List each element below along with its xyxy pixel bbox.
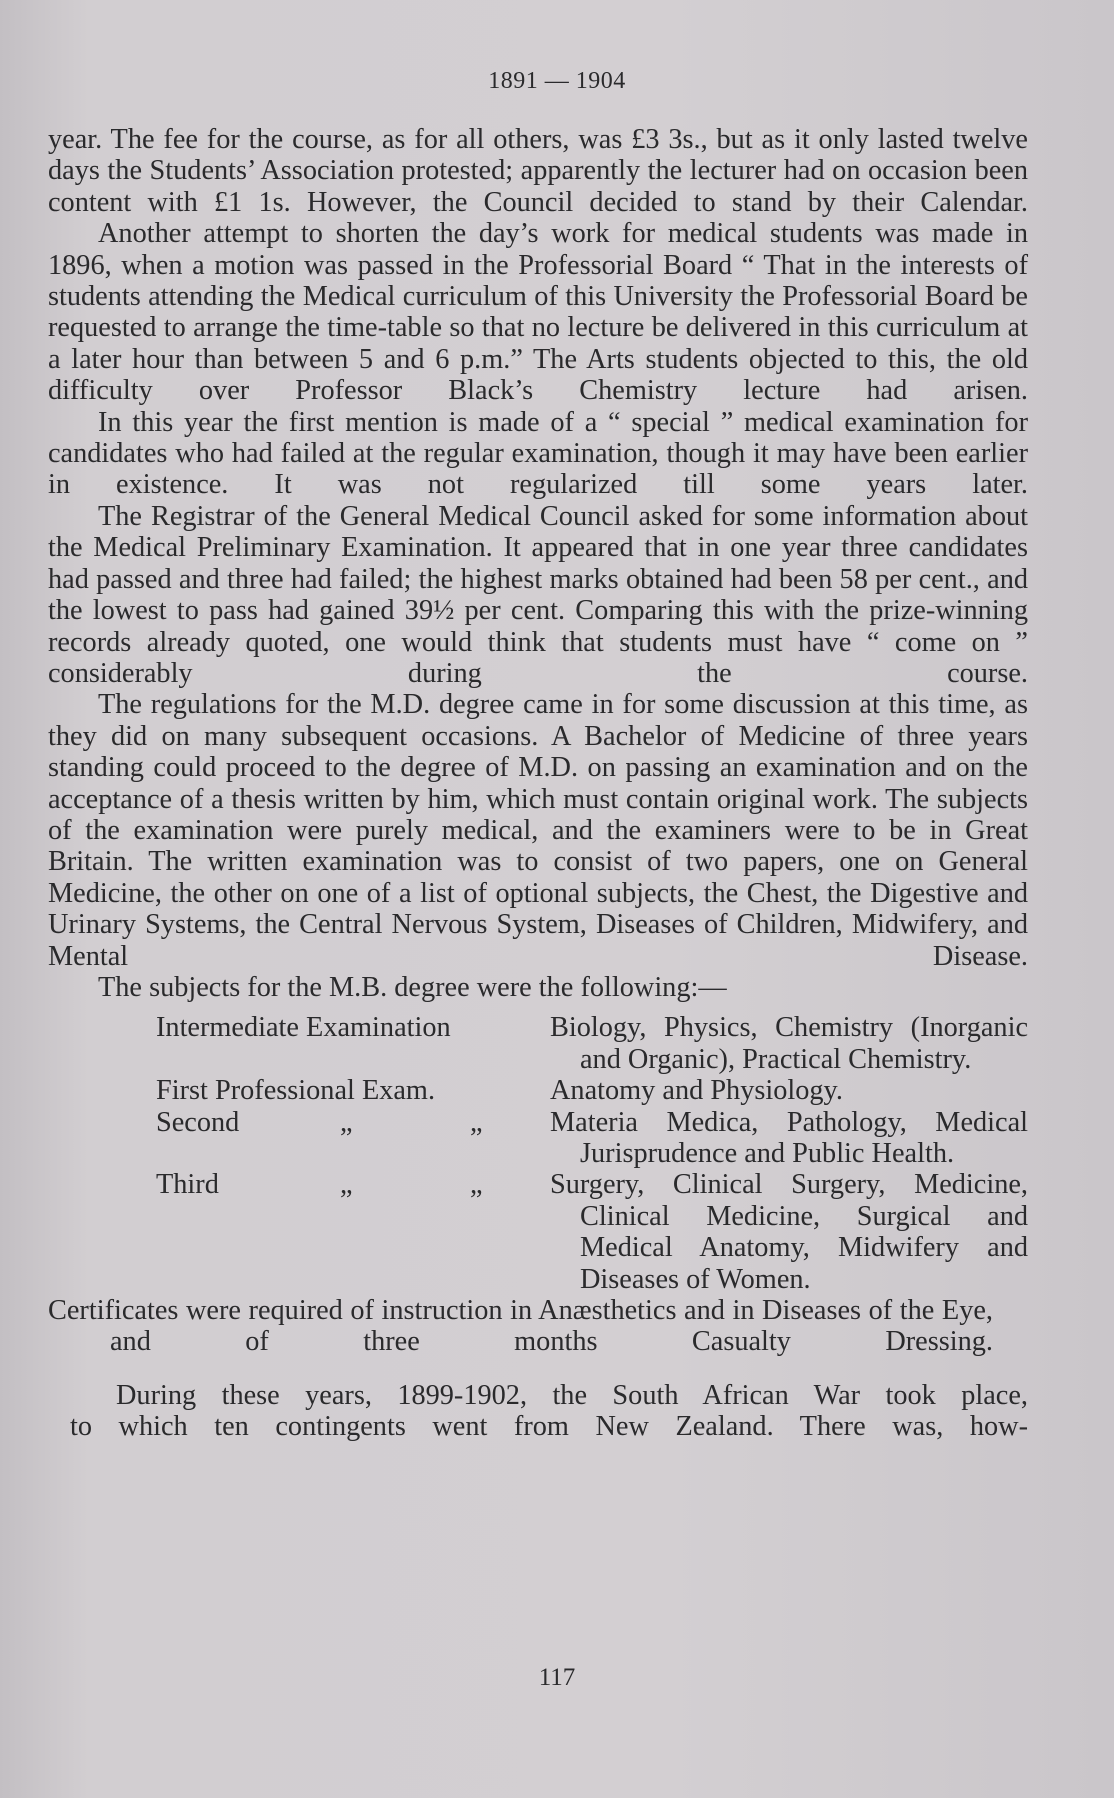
paragraph: In this year the first mention is made of a “ special ” medical examination for candidates who had failed at the regular examination, though it may have been earlier in existence. It was not regularized till some years later. (48, 406, 1028, 501)
paragraph: The subjects for the M.B. degree were the following:— (98, 971, 727, 1003)
ditto-mark: „ (470, 1169, 483, 1201)
exam-subjects: Materia Medica, Pathology, Medical Jurisprudence and Public Health. (550, 1106, 1028, 1169)
certificates-paragraph: Certificates were required of instruction in Anæsthetics and in Diseases of the Eye, and of three months Casualty Dressing. (48, 1295, 993, 1358)
exam-subjects: Anatomy and Physiology. (550, 1075, 843, 1107)
exam-subjects: Biology, Physics, Chemistry (Inorganic and Organic), Practical Chemistry. (550, 1012, 1028, 1075)
exam-subjects: Surgery, Clinical Surgery, Medicine, Clinical Medicine, Surgical and Medical Anatomy, Midwifery and Diseases of Women. (550, 1169, 1028, 1295)
paragraph: The regulations for the M.D. degree came in for some discussion at this time, as they did on many subsequent occasions. A Bachelor of Medicine of three years standing could proceed to the degree of M.D. on passing an examination and on the acceptance of a thesis written by him, which must contain original work. The subjects of the examination were purely medical, and the examiners were to be in Great Britain. The written examination was to consist of two papers, one on General Medicine, the other on one of a list of optional subjects, the Chest, the Digestive and Urinary Systems, the Central Nervous System, Diseases of Children, Midwifery, and Mental Disease. (48, 689, 1028, 972)
subjects-row (156, 1012, 1028, 1075)
exam-name: First Professional Exam. (156, 1075, 436, 1107)
ditto-mark: „ (340, 1106, 353, 1138)
running-header: 1891 — 1904 (488, 68, 626, 94)
exam-name: Intermediate Examination (156, 1012, 451, 1044)
war-paragraph (48, 1380, 1028, 1443)
paragraph: Another attempt to shorten the day’s work for medical students was made in 1896, when a motion was passed in the Professorial Board “ That in the interests of students attending the Medical curriculum of this University the Professorial Board be requested to arrange the time-table so that no lecture be delivered in this curriculum at a later hour than between 5 and 6 p.m.” The Arts students objected to this, the old difficulty over Professor Black’s Chemistry lecture had arisen. (48, 218, 1028, 407)
ditto-mark: „ (340, 1169, 353, 1201)
mb-subjects-table (156, 1012, 1028, 1295)
paragraph: year. The fee for the course, as for all others, was £3 3s., but as it only lasted twelve days the Students’ Association protested; apparently the lecturer had on occasion been content with £1 1s. However, the Council decided to stand by their Calendar. (48, 124, 1028, 218)
ditto-mark: „ (470, 1106, 483, 1138)
page-number: 117 (538, 1664, 576, 1691)
paragraph: The Registrar of the General Medical Council asked for some information about the Medical Preliminary Examination. It appeared that in one year three candidates had passed and three had failed; the highest marks obtained had been 58 per cent., and the lowest to pass had gained 39½ per cent. Comparing this with the prize-winning records already quoted, one would think that students must have “ come on ” considerably during the course. (48, 500, 1028, 689)
text-line: to which ten contingents went from New Zealand. There was, how- (70, 1411, 1028, 1443)
subjects-row (156, 1107, 1028, 1170)
text-line: During these years, 1899-1902, the South African War took place, (116, 1379, 1028, 1411)
exam-name: Third (156, 1169, 219, 1201)
subjects-row (156, 1169, 1028, 1295)
subjects-row (156, 1075, 1028, 1106)
body-text (48, 124, 1028, 1443)
exam-name: Second (156, 1106, 240, 1138)
